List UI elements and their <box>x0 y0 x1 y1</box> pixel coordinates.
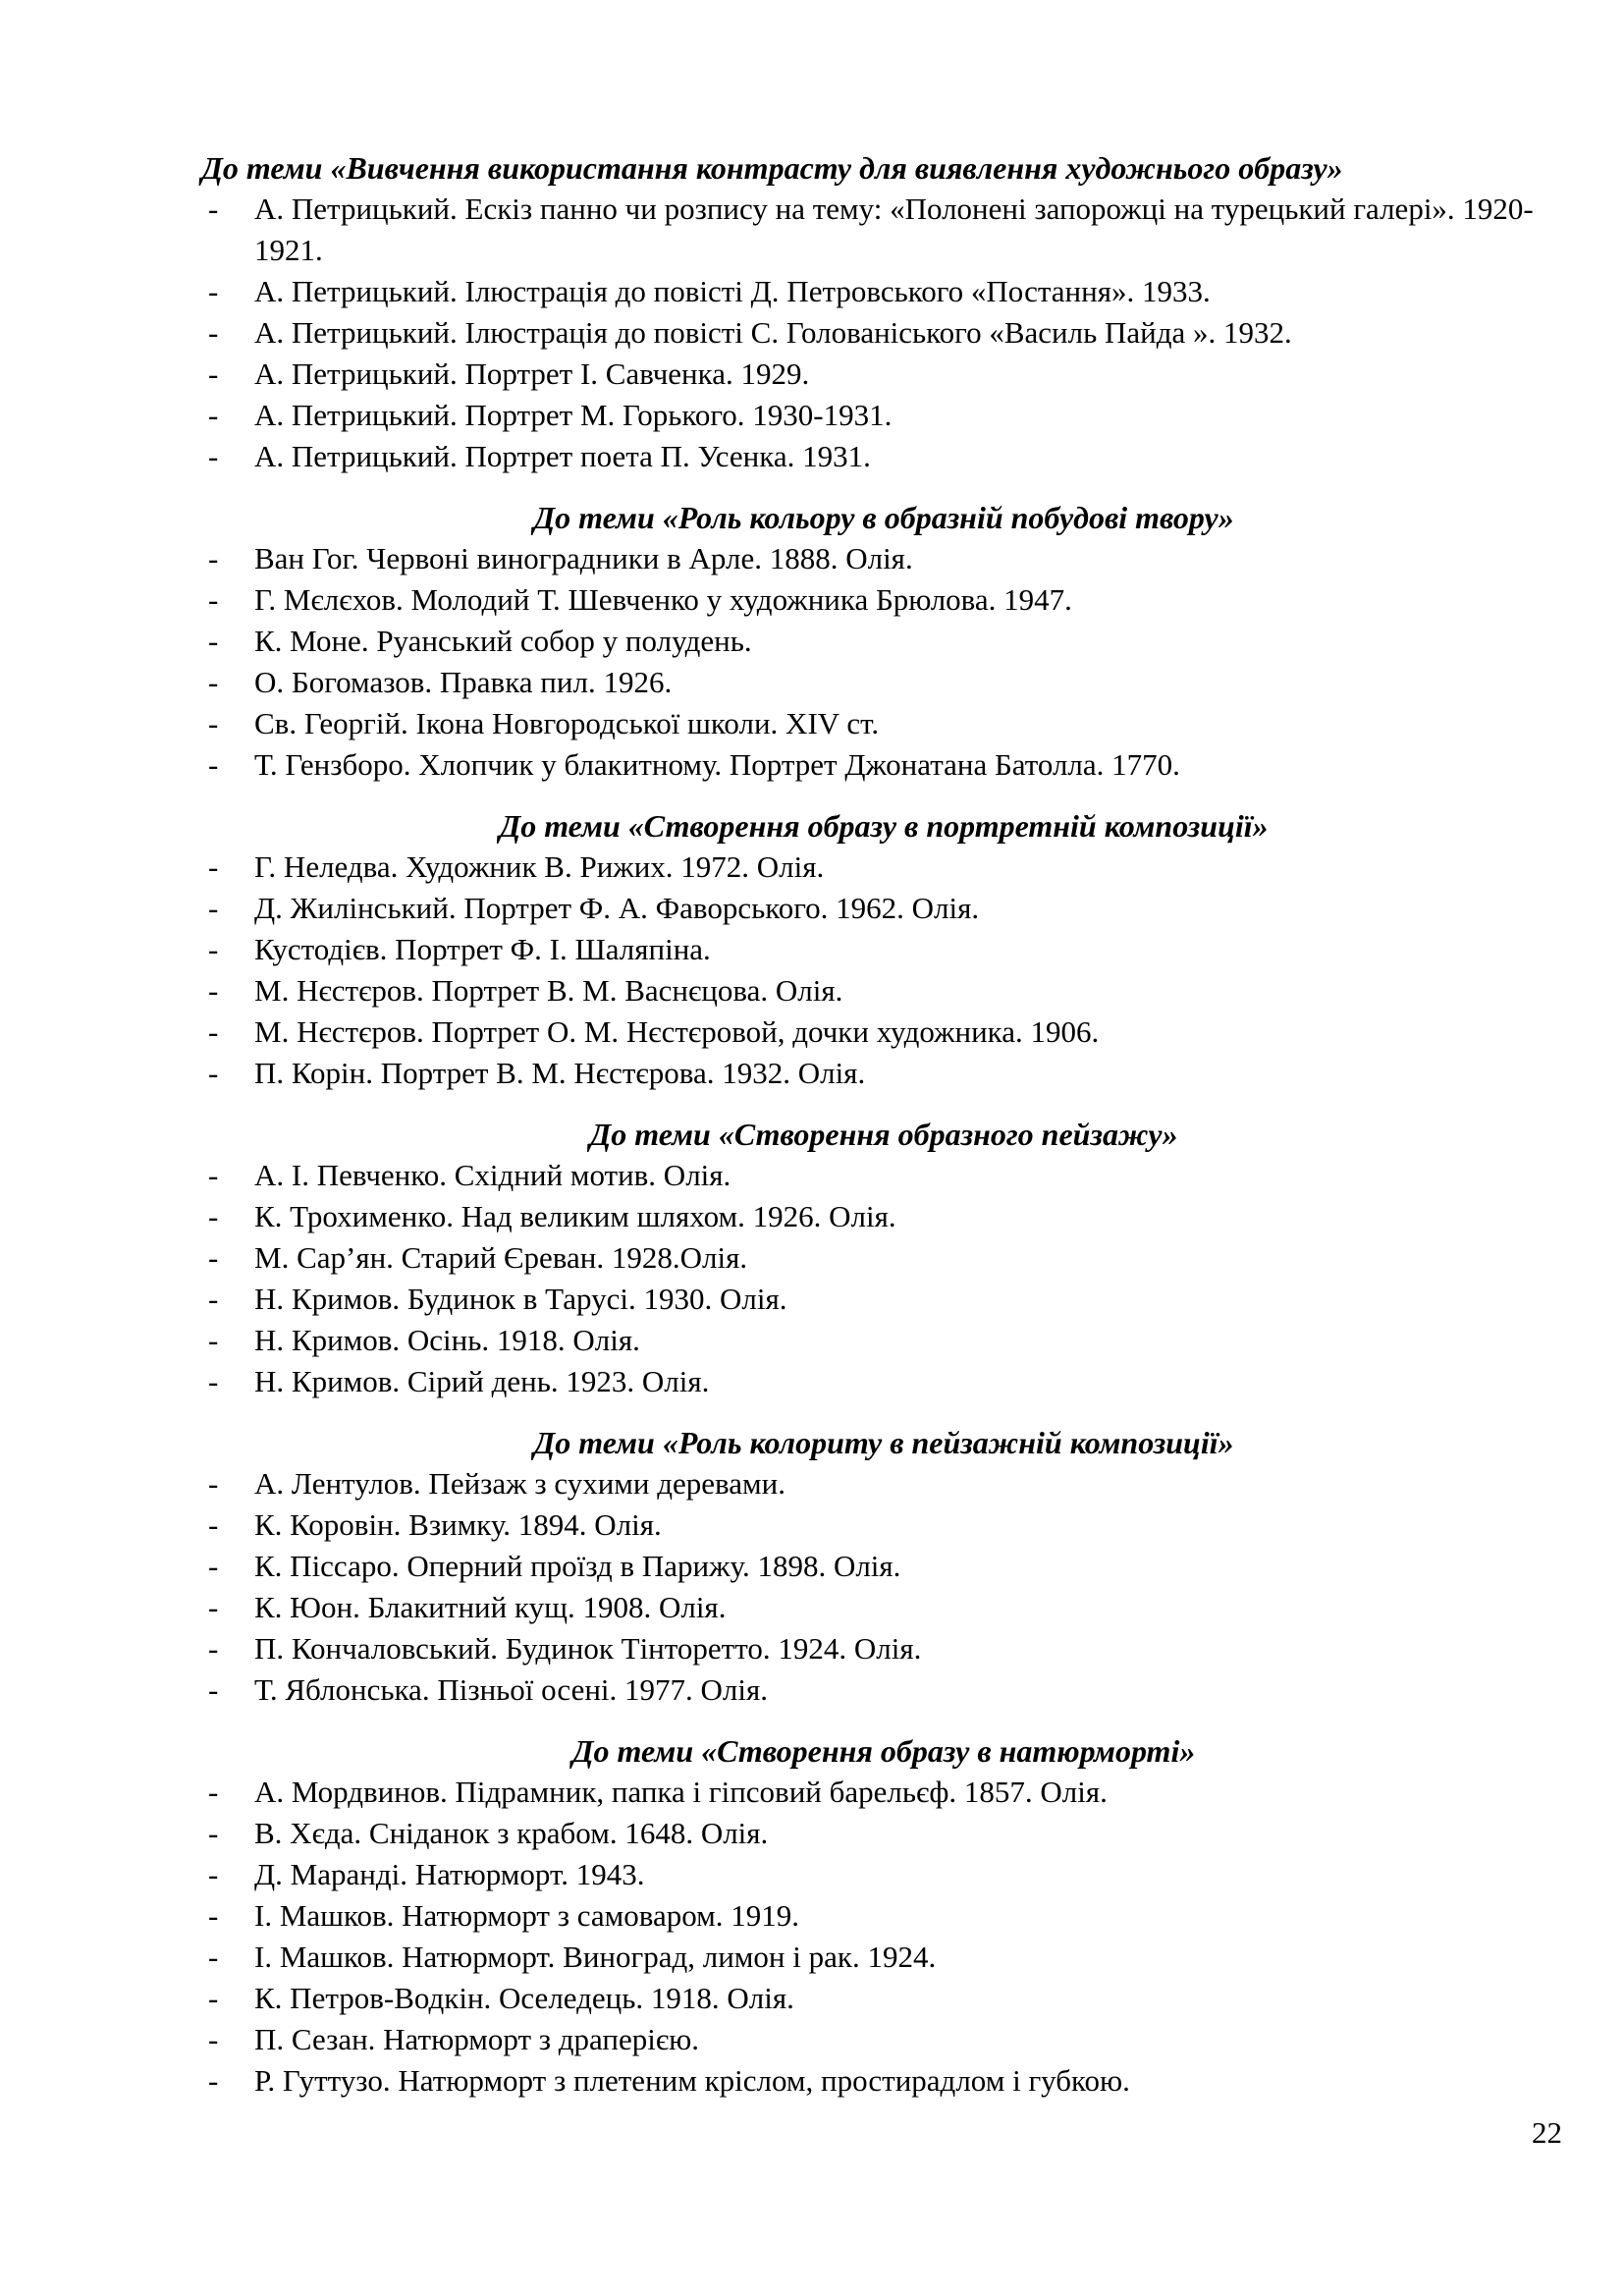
list-item <box>201 621 1566 662</box>
list-item-text: Т. Гензборо. Хлопчик у блакитному. Портрет Джонатана Батолла. 1770. <box>254 747 1180 782</box>
bullet-dash: - <box>208 1857 219 1891</box>
list-item <box>201 1504 1566 1546</box>
list-item <box>201 579 1566 621</box>
list-item-text: П. Кончаловський. Будинок Тінторетто. 1924. Олія. <box>254 1631 922 1666</box>
list-item <box>201 1279 1566 1320</box>
bullet-dash: - <box>208 1056 219 1090</box>
bullet-dash: - <box>208 2063 219 2098</box>
bullet-dash: - <box>208 1158 219 1192</box>
bullet-dash: - <box>208 356 219 391</box>
page-number: 22 <box>1532 2115 1562 2150</box>
list-item-text: І. Машков. Натюрморт. Виноград, лимон і рак. 1924. <box>254 1940 937 1974</box>
section-heading: До теми «Роль колориту в пейзажній композиції» <box>533 1425 1234 1460</box>
list-item <box>201 538 1566 579</box>
list-item-text: Д. Жилінський. Портрет Ф. А. Фаворського. 1962. Олія. <box>254 891 980 925</box>
list-item <box>201 312 1566 354</box>
list-item <box>201 189 1566 271</box>
bullet-dash: - <box>208 2022 219 2056</box>
list-item <box>201 1320 1566 1361</box>
list-item <box>201 395 1566 436</box>
list-item-text: Кустодієв. Портрет Ф. І. Шаляпіна. <box>254 932 711 966</box>
bullet-dash: - <box>208 665 219 699</box>
list-item-text: Д. Маранді. Натюрморт. 1943. <box>254 1857 645 1891</box>
bullet-dash: - <box>208 1549 219 1583</box>
list-item-text: А. Петрицький. Ілюстрація до повісті Д. Петровського «Постання». 1933. <box>254 274 1211 308</box>
list-item-text: О. Богомазов. Правка пил. 1926. <box>254 665 673 699</box>
list-item <box>201 662 1566 703</box>
list-item <box>201 1587 1566 1628</box>
bullet-dash: - <box>208 1323 219 1357</box>
list-item-text: К. Коровін. Взимку. 1894. Олія. <box>254 1507 662 1542</box>
list-item <box>201 1237 1566 1279</box>
list-item-text: Г. Неледва. Художник В. Рижих. 1972. Олія. <box>254 849 825 884</box>
bullet-dash: - <box>208 891 219 925</box>
artwork-list <box>201 1155 1566 1402</box>
list-item-text: Ван Гог. Червоні виноградники в Арле. 1888. Олія. <box>254 541 913 575</box>
list-item-text: І. Машков. Натюрморт з самоваром. 1919. <box>254 1898 800 1933</box>
artwork-list <box>201 1772 1566 2102</box>
page-content <box>201 147 1566 2102</box>
list-item-text: Н. Кримов. Осінь. 1918. Олія. <box>254 1323 640 1357</box>
section <box>201 1730 1566 2102</box>
bullet-dash: - <box>208 191 219 226</box>
list-item-text: Г. Мєлєхов. Молодий Т. Шевченко у художника Брюлова. 1947. <box>254 582 1072 617</box>
bullet-dash: - <box>208 1672 219 1707</box>
bullet-dash: - <box>208 1940 219 1974</box>
list-item-text: П. Сезан. Натюрморт з драперією. <box>254 2022 700 2056</box>
bullet-dash: - <box>208 1466 219 1501</box>
bullet-dash: - <box>208 849 219 884</box>
bullet-dash: - <box>208 624 219 658</box>
list-item <box>201 1854 1566 1895</box>
list-item <box>201 1053 1566 1094</box>
list-item-text: П. Корін. Портрет В. М. Нєстєрова. 1932. Олія. <box>254 1056 866 1090</box>
list-item <box>201 1978 1566 2019</box>
bullet-dash: - <box>208 1240 219 1275</box>
section <box>201 1422 1566 1711</box>
bullet-dash: - <box>208 747 219 782</box>
list-item-text: К. Юон. Блакитний кущ. 1908. Олія. <box>254 1590 727 1624</box>
bullet-dash: - <box>208 1364 219 1398</box>
list-item <box>201 929 1566 970</box>
artwork-list <box>201 189 1566 477</box>
list-item <box>201 970 1566 1011</box>
section <box>201 147 1566 477</box>
bullet-dash: - <box>208 706 219 740</box>
bullet-dash: - <box>208 1507 219 1542</box>
list-item-text: В. Хєда. Сніданок з крабом. 1648. Олія. <box>254 1816 769 1850</box>
list-item-text: А. Мордвинов. Підрамник, папка і гіпсовий барельєф. 1857. Олія. <box>254 1775 1108 1809</box>
bullet-dash: - <box>208 582 219 617</box>
section-heading: До теми «Створення образного пейзажу» <box>589 1117 1178 1152</box>
bullet-dash: - <box>208 1282 219 1316</box>
list-item-text: Р. Гуттузо. Натюрморт з плетеним кріслом, простирадлом і губкою. <box>254 2063 1130 2098</box>
list-item-text: А. Лентулов. Пейзаж з сухими деревами. <box>254 1466 785 1501</box>
list-item <box>201 1546 1566 1587</box>
list-item <box>201 703 1566 744</box>
bullet-dash: - <box>208 1199 219 1233</box>
bullet-dash: - <box>208 1898 219 1933</box>
bullet-dash: - <box>208 932 219 966</box>
list-item-text: М. Сар’ян. Старий Єреван. 1928.Олія. <box>254 1240 748 1275</box>
list-item-text: К. Петров-Водкін. Оселедець. 1918. Олія. <box>254 1981 794 2015</box>
list-item-text: К. Моне. Руанський собор у полудень. <box>254 624 752 658</box>
list-item-text: А. Петрицький. Портрет поета П. Усенка. 1931. <box>254 439 871 473</box>
bullet-dash: - <box>208 398 219 432</box>
list-item-text: М. Нєстєров. Портрет В. М. Васнєцова. Олія. <box>254 973 843 1008</box>
list-item <box>201 1772 1566 1813</box>
list-item <box>201 1628 1566 1669</box>
list-item <box>201 1155 1566 1196</box>
bullet-dash: - <box>208 1590 219 1624</box>
section-heading: До теми «Роль кольору в образній побудові твору» <box>533 500 1234 535</box>
list-item <box>201 847 1566 888</box>
bullet-dash: - <box>208 274 219 308</box>
section <box>201 1114 1566 1402</box>
bullet-dash: - <box>208 439 219 473</box>
list-item <box>201 2019 1566 2060</box>
list-item <box>201 1895 1566 1937</box>
list-item-text: Н. Кримов. Будинок в Тарусі. 1930. Олія. <box>254 1282 787 1316</box>
list-item <box>201 1937 1566 1978</box>
bullet-dash: - <box>208 1631 219 1666</box>
bullet-dash: - <box>208 1775 219 1809</box>
section-heading: До теми «Створення образу в портретній композиції» <box>499 808 1269 844</box>
list-item-text: Св. Георгій. Ікона Новгородської школи. XIV ст. <box>254 706 880 740</box>
bullet-dash: - <box>208 973 219 1008</box>
list-item <box>201 888 1566 929</box>
artwork-list <box>201 1463 1566 1711</box>
section-heading: До теми «Створення образу в натюрморті» <box>571 1733 1196 1769</box>
list-item-text: А. Петрицький. Портрет М. Горького. 1930-1931. <box>254 398 893 432</box>
artwork-list <box>201 538 1566 786</box>
section-heading: До теми «Вивчення використання контрасту для виявлення художнього образу» <box>201 150 1343 186</box>
artwork-list <box>201 847 1566 1094</box>
list-item-text: А. І. Певченко. Східний мотив. Олія. <box>254 1158 731 1192</box>
list-item-text: М. Нєстєров. Портрет О. М. Нєстєровой, дочки художника. 1906. <box>254 1014 1100 1049</box>
list-item-text: А. Петрицький. Ілюстрація до повісті С. Голованіського «Василь Пайда ». 1932. <box>254 315 1292 350</box>
list-item-text: А. Петрицький. Ескіз панно чи розпису на тему: «Полонені запорожці на турецький галері». 1920-1921. <box>254 191 1534 267</box>
list-item <box>201 1011 1566 1053</box>
list-item <box>201 436 1566 477</box>
list-item <box>201 1196 1566 1237</box>
list-item-text: Т. Яблонська. Пізньої осені. 1977. Олія. <box>254 1672 769 1707</box>
list-item <box>201 354 1566 395</box>
bullet-dash: - <box>208 541 219 575</box>
list-item <box>201 1463 1566 1504</box>
list-item <box>201 271 1566 312</box>
list-item-text: К. Трохименко. Над великим шляхом. 1926. Олія. <box>254 1199 896 1233</box>
section <box>201 497 1566 786</box>
bullet-dash: - <box>208 1981 219 2015</box>
list-item <box>201 1813 1566 1854</box>
list-item <box>201 744 1566 786</box>
list-item-text: А. Петрицький. Портрет І. Савченка. 1929. <box>254 356 810 391</box>
list-item <box>201 2060 1566 2102</box>
bullet-dash: - <box>208 1816 219 1850</box>
list-item <box>201 1361 1566 1402</box>
list-item <box>201 1669 1566 1711</box>
bullet-dash: - <box>208 1014 219 1049</box>
bullet-dash: - <box>208 315 219 350</box>
list-item-text: Н. Кримов. Сірий день. 1923. Олія. <box>254 1364 710 1398</box>
list-item-text: К. Піссаро. Оперний проїзд в Парижу. 1898. Олія. <box>254 1549 901 1583</box>
section <box>201 805 1566 1094</box>
